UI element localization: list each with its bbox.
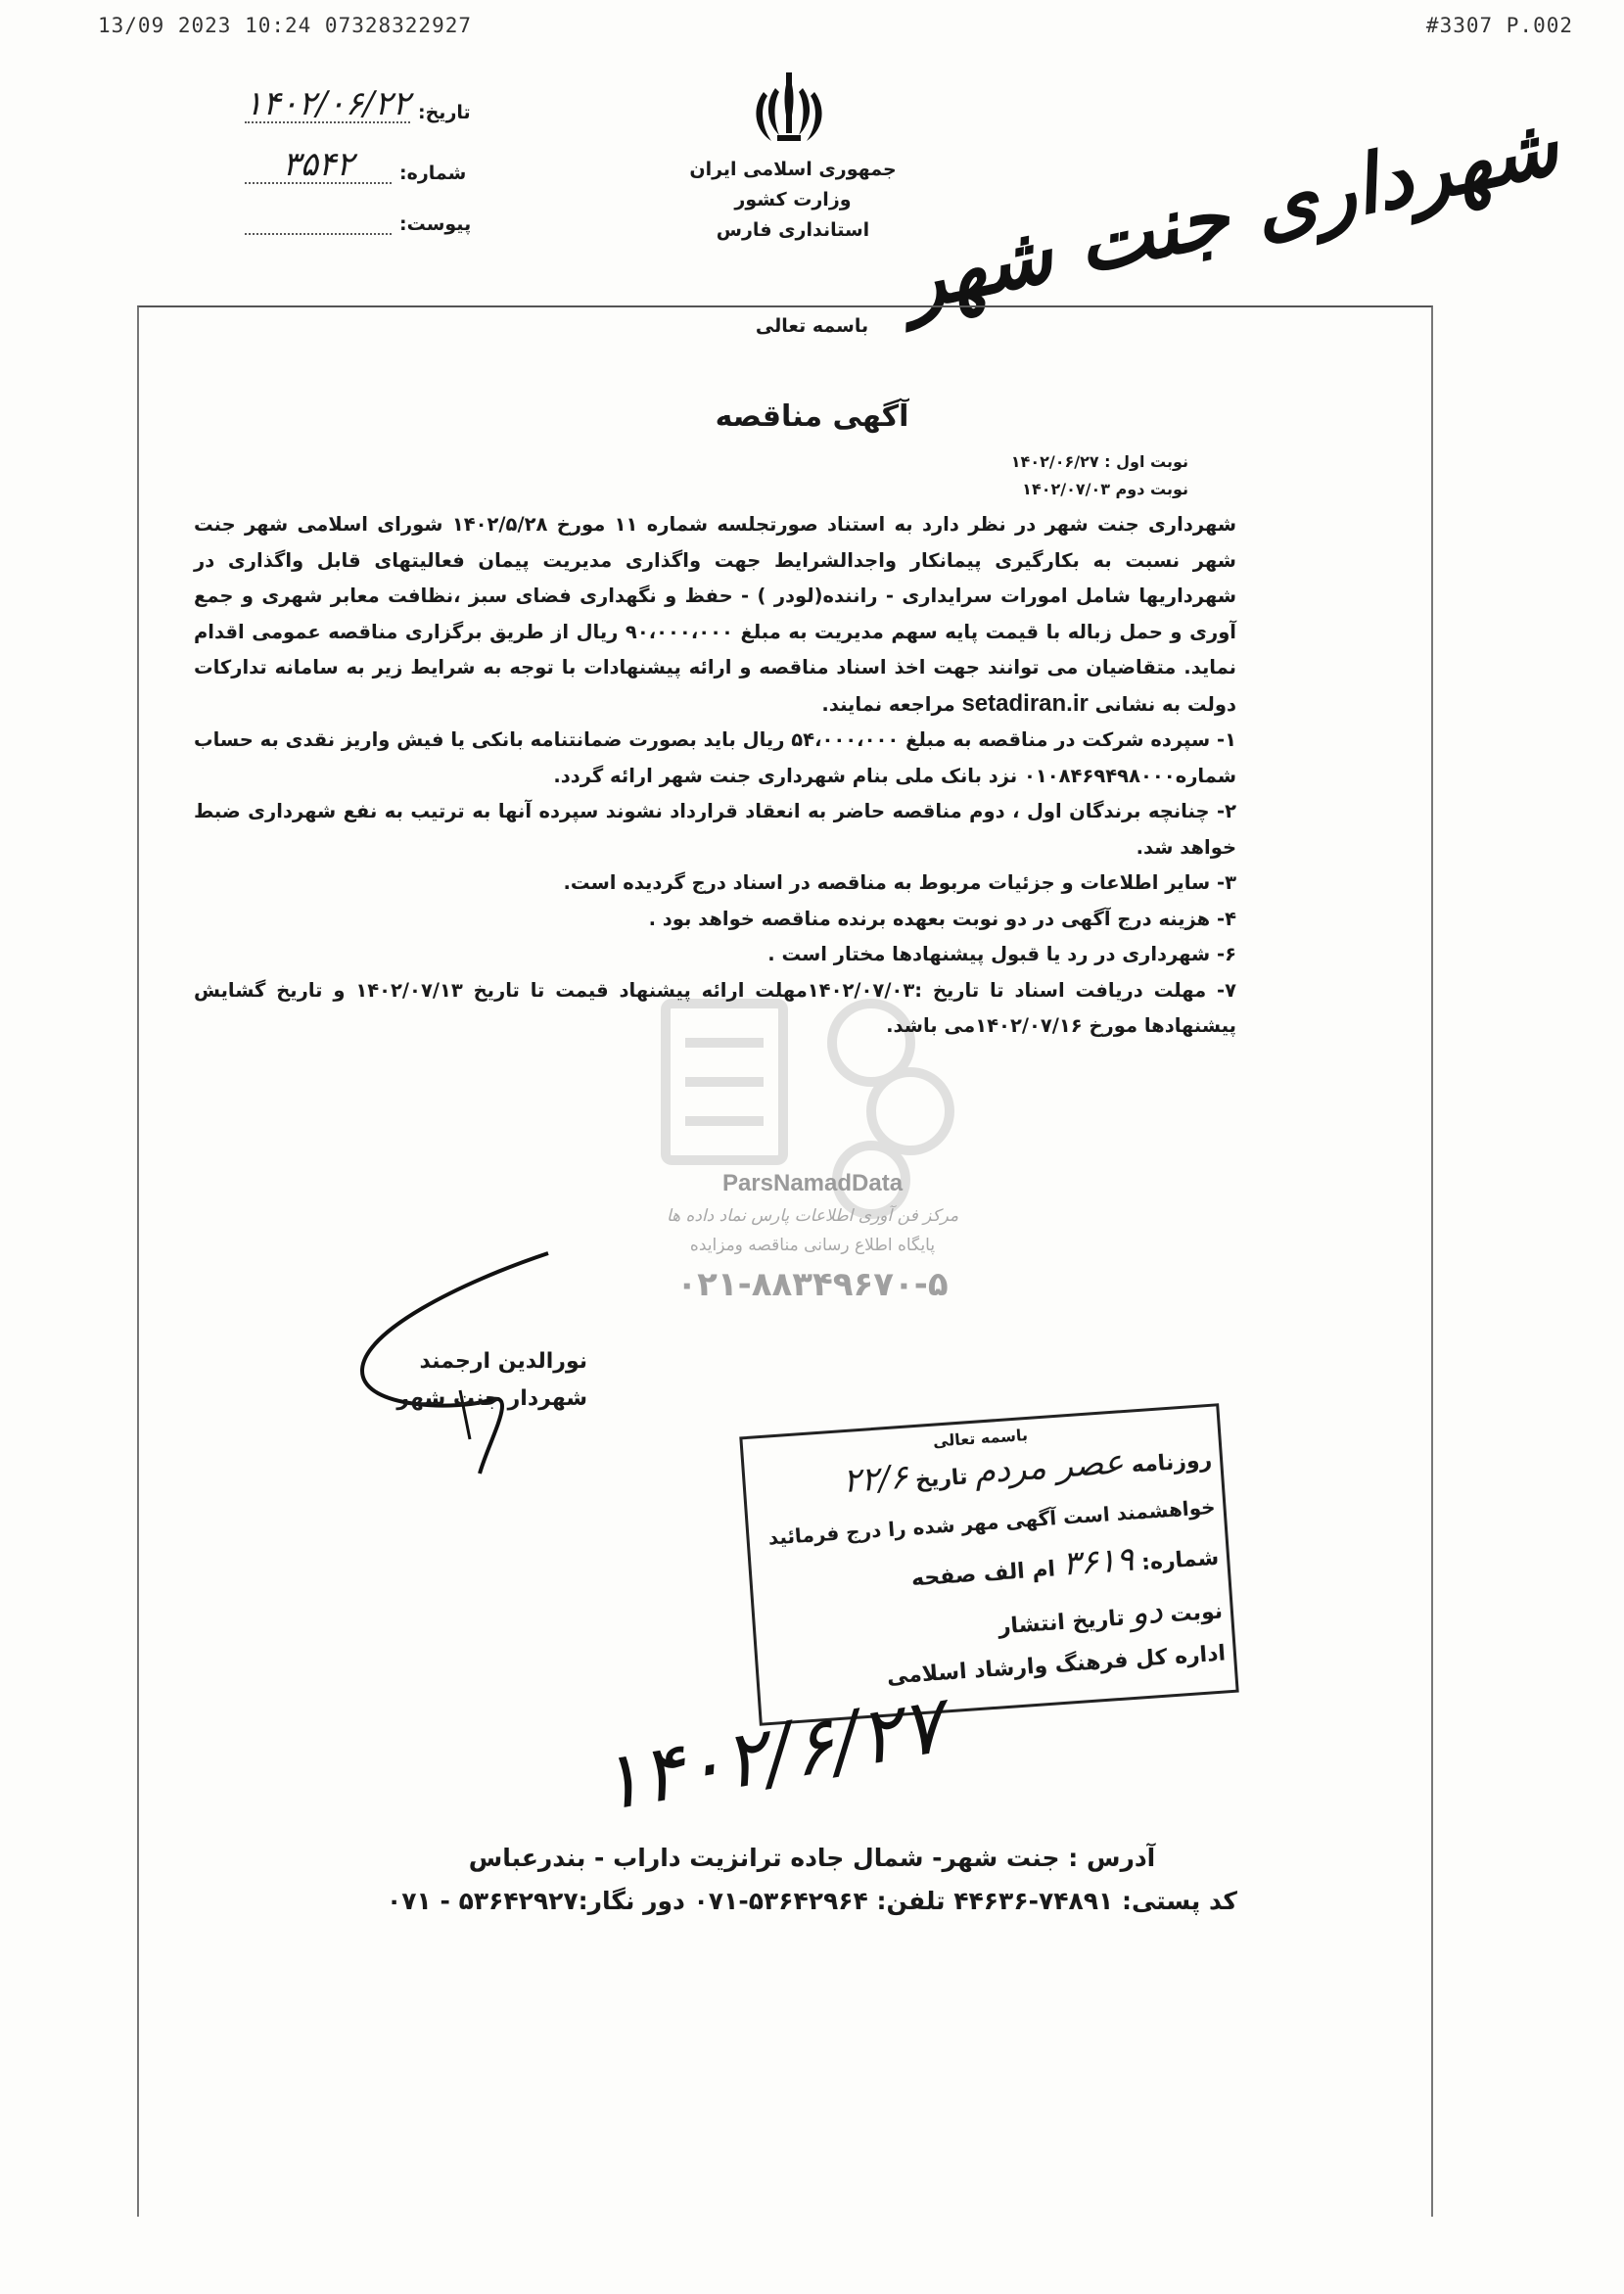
fax-header-left: 13/09 2023 10:24 07328322927 xyxy=(98,14,473,37)
stamp-date-label: تاریخ xyxy=(914,1465,969,1494)
footer-address: آدرس : جنت شهر- شمال جاده ترانزیت داراب - بندرعباس xyxy=(468,1844,1156,1872)
attachment-value xyxy=(245,213,392,235)
condition-7: ۷- مهلت دریافت اسناد تا تاریخ :۱۴۰۲/۰۷/۰۳مهلت ارائه پیشنهاد قیمت تا تاریخ ۱۴۰۲/۰۷/۱۳ و تاریخ گشایش پیشنهادها مورخ ۱۴۰۲/۰۷/۱۶می باشد. xyxy=(194,978,1237,1037)
watermark-phone: ۰۲۱-۸۸۳۴۹۶۷۰-۵ xyxy=(676,1265,949,1304)
intro-text: شهرداری جنت شهر در نظر دارد به استناد صورتجلسه شماره ۱۱ مورخ ۱۴۰۲/۵/۲۸ شورای اسلامی شهر جنت شهر نسبت به بکارگیری پیمانکار واجدالشرایط جهت واگذاری مدیریت پیمان فعالیتهای قابل واگذاری در شهرداریها شامل امورات سرایداری - راننده(لودر ) - حفظ و نگهداری فضای سبز ،نظافت معابر شهری و جمع آوری و حمل زباله با قیمت پایه سهم مدیریت به مبلغ ۹۰،۰۰۰،۰۰۰ ریال از طریق برگزاری مناقصه عمومی اقدام نماید. متقاضیان می توانند جهت اخذ اسناد مناقصه و ارائه پیشنهادات با توجه به شرایط زیر به سامانه تدارکات دولت به نشانی xyxy=(194,513,1236,716)
stamp-newspaper-handwritten: عصر مردم xyxy=(973,1442,1126,1492)
second-publication: نوبت دوم ۱۴۰۲/۰۷/۰۳ xyxy=(1022,480,1188,498)
stamp-number-label: شماره: xyxy=(1140,1545,1220,1576)
condition-6: ۶- شهرداری در رد یا قبول پیشنهادها مختار است . xyxy=(767,943,1236,965)
footer-contact: کد پستی: ۷۴۸۹۱-۴۴۶۳۶ تلفن: ۵۳۶۴۲۹۶۴-۰۷۱ دور نگار:۵۳۶۴۲۹۲۷ - ۰۷۱ xyxy=(387,1887,1237,1915)
stamp-turn-label: نوبت xyxy=(1169,1599,1224,1628)
attachment-label: پیوست: xyxy=(399,213,472,235)
watermark-brand: ParsNamadData xyxy=(721,1170,904,1196)
signatory-name: نورالدین ارجمند xyxy=(419,1349,587,1374)
government-header xyxy=(646,155,940,246)
stamp-publish-date-label: تاریخ انتشار xyxy=(998,1606,1126,1640)
signatory-role: شهردار جنت شهر xyxy=(396,1386,587,1411)
stamp-newspaper-label: روزنامه xyxy=(1130,1447,1213,1478)
date-value: ۱۴۰۲/۰۶/۲۲ xyxy=(245,84,411,123)
condition-2: ۲- چنانچه برندگان اول ، دوم مناقصه حاضر به انعقاد قرارداد نشوند سپرده آنها به ترتیب به نفع شهرداری ضبط خواهد شد. xyxy=(194,800,1236,859)
stamp-number-handwritten: ۳۶۱۹ xyxy=(1060,1539,1136,1584)
stamp-date-handwritten: ۲۲/۶ xyxy=(841,1457,909,1502)
intro-paragraph xyxy=(194,507,1236,723)
stamp-turn-row xyxy=(997,1588,1224,1643)
page-title: آگهی مناقصه xyxy=(715,399,909,434)
handwritten-date: ۱۴۰۲/۶/۲۷ xyxy=(591,1678,951,1830)
announcement-body xyxy=(194,507,1236,1045)
stamp-office-line: اداره کل فرهنگ وارشاد اسلامی xyxy=(886,1641,1227,1690)
basmala: باسمه تعالی xyxy=(755,315,869,337)
intro-end: مراجعه نمایند. xyxy=(821,692,955,716)
stamp-heading: باسمه تعالی xyxy=(932,1425,1029,1451)
condition-4: ۴- هزینه درج آگهی در دو نوبت بعهده برنده مناقصه خواهد بود . xyxy=(648,907,1236,930)
meta-attachment-row xyxy=(245,213,471,235)
stamp-turn-handwritten: دو xyxy=(1130,1591,1164,1633)
watermark-line-2: پایگاه اطلاع رسانی مناقصه ومزایده xyxy=(689,1236,936,1255)
fax-header-right: #3307 P.002 xyxy=(1425,14,1573,37)
date-label: تاریخ: xyxy=(418,102,471,123)
brand-text: شهرداری جنت شهر xyxy=(896,99,1566,330)
meta-date-row xyxy=(245,86,471,123)
stamp-number-suffix: ام الف xyxy=(982,1557,1056,1587)
stamp-number-row xyxy=(909,1534,1220,1595)
iran-emblem-icon xyxy=(746,69,832,155)
publication-stamp xyxy=(739,1403,1238,1726)
number-value: ۳۵۴۲ xyxy=(245,147,392,184)
gov-line-republic: جمهوری اسلامی ایران xyxy=(689,159,897,180)
signatory xyxy=(392,1343,587,1418)
stamp-page-label: صفحه xyxy=(910,1562,978,1592)
meta-number-row xyxy=(245,147,466,184)
stamp-request-line: خواهشمند است آگهی مهر شده را درج فرمائید xyxy=(766,1494,1217,1550)
condition-3: ۳- سایر اطلاعات و جزئیات مربوط به مناقصه در اسناد درج گردیده است. xyxy=(563,871,1236,894)
number-label: شماره: xyxy=(399,163,467,184)
watermark-line-1: مرکز فن آوری اطلاعات پارس نماد داده ها xyxy=(666,1206,959,1226)
gov-line-province: استانداری فارس xyxy=(716,219,870,241)
first-publication: نوبت اول : ۱۴۰۲/۰۶/۲۷ xyxy=(1010,452,1188,471)
tender-website-link[interactable]: setadiran.ir xyxy=(961,689,1089,717)
gov-line-ministry: وزارت کشور xyxy=(734,189,852,211)
condition-1: ۱- سپرده شرکت در مناقصه به مبلغ ۵۴،۰۰۰،۰۰۰ ریال باید بصورت ضمانتنامه بانکی یا فیش واریز نقدی به حساب شماره۰۱۰۸۴۶۹۴۹۸۰۰۰ نزد بانک ملی بنام شهرداری جنت شهر ارائه گردد. xyxy=(194,728,1236,787)
municipality-logotype xyxy=(896,69,1566,330)
